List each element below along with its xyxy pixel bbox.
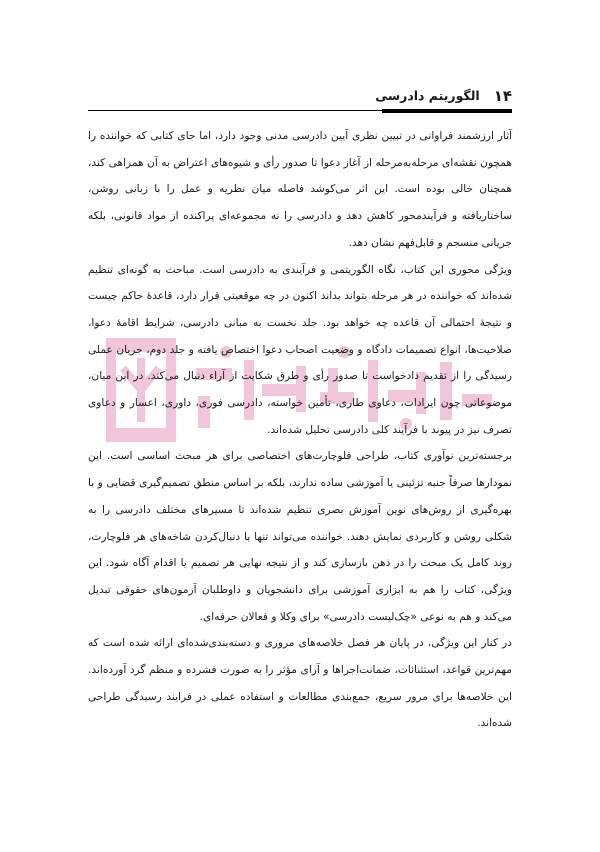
running-title: الگوریتم دادرسی xyxy=(375,88,480,103)
page-number: ۱۴ xyxy=(493,87,512,105)
page-header xyxy=(88,82,512,111)
paragraph-1: آثار ارزشمند فراوانی در تبیین نظری آیین دادرسی مدنی وجود دارد، اما جای کتابی که خواننده را همچون نقشه‌ای مرحله‌به‌مرحله از آغاز دعوا تا صدور رأی و شیوه‌های اعتراض به آن همراهی کند، همچنان خالی بوده است. این اثر می‌کوشد فاصله میان نظریه و عمل را با زبانی روشن، ساختاریافته و فرآیندمحور کاهش دهد و دادرسی را نه مجموعه‌ای پراکنده از مواد قانونی، بلکه جریانی منسجم و قابل‌فهم نشان دهد. xyxy=(88,130,512,249)
paragraph-3: برجسته‌ترین نوآوری کتاب، طراحی فلوچارت‌های اختصاصی برای هر مبحث اساسی است. این نمودارها صرفاً جنبه تزئینی یا آموزشی ساده ندارند، بلکه بر اساس منطق تصمیم‌گیری قضایی و با بهره‌گیری از روش‌های نوین آموزش بصری تنظیم شده‌اند تا مسیرهای مختلف دادرسی را به شکلی روشن و کاربردی نمایش دهند. خواننده می‌تواند تنها با دنبال‌کردن شاخه‌های هر فلوچارت، روند کامل یک مبحث را در ذهن بازسازی کند و از نتیجه نهایی هر تصمیم یا اقدام آگاه شود. این ویژگی، کتاب را هم به ابزاری آموزشی برای دانشجویان و داوطلبان آزمون‌های حقوقی تبدیل می‌کند و هم به نوعی «چک‌لیست دادرسی» برای وکلا و فعالان حرفه‌ای. xyxy=(88,450,512,623)
header-thick-rule xyxy=(382,109,512,113)
paragraph-2: ویژگی محوری این کتاب، نگاه الگوریتمی و فرآیندی به دادرسی است. مباحث به گونه‌ای تنظیم شده‌اند که خواننده در هر مرحله بتواند بداند اکنون در چه موقعیتی قرار دارد، قاعدهٔ حاکم چیست و نتیجهٔ احتمالی آن قاعده چه خواهد بود. جلد نخست به مبانی دادرسی، شرایط اقامهٔ دعوا، صلاحیت‌ها، انواع تصمیمات دادگاه و وضعیت اصحاب دعوا اختصاص یافته و جلد دوم، جریان عملی رسیدگی را از تقدیم دادخواست تا صدور رأی و طرق شکایت از آراء دنبال می‌کند. در این میان، موضوعاتی چون ایرادات، دعاوی طاری، تأمین خواسته، دادرسی فوری، داوری، اعسار و دعاوی تصرف نیز در پیوند با فرآیند کلی دادرسی تحلیل شده‌اند. xyxy=(88,263,512,436)
body-text xyxy=(88,123,512,737)
paragraph-4: در کنار این ویژگی، در پایان هر فصل خلاصه‌های مروری و دسته‌بندی‌شده‌ای ارائه شده است که مهم‌ترین قواعد، استثنائات، ضمانت‌اجراها و آرای مؤثر را به صورت فشرده و منظم گرد آورده‌اند. این خلاصه‌ها برای مرور سریع، جمع‌بندی مطالعات و استفاده عملی در فرایند رسیدگی طراحی شده‌اند. xyxy=(88,637,512,730)
